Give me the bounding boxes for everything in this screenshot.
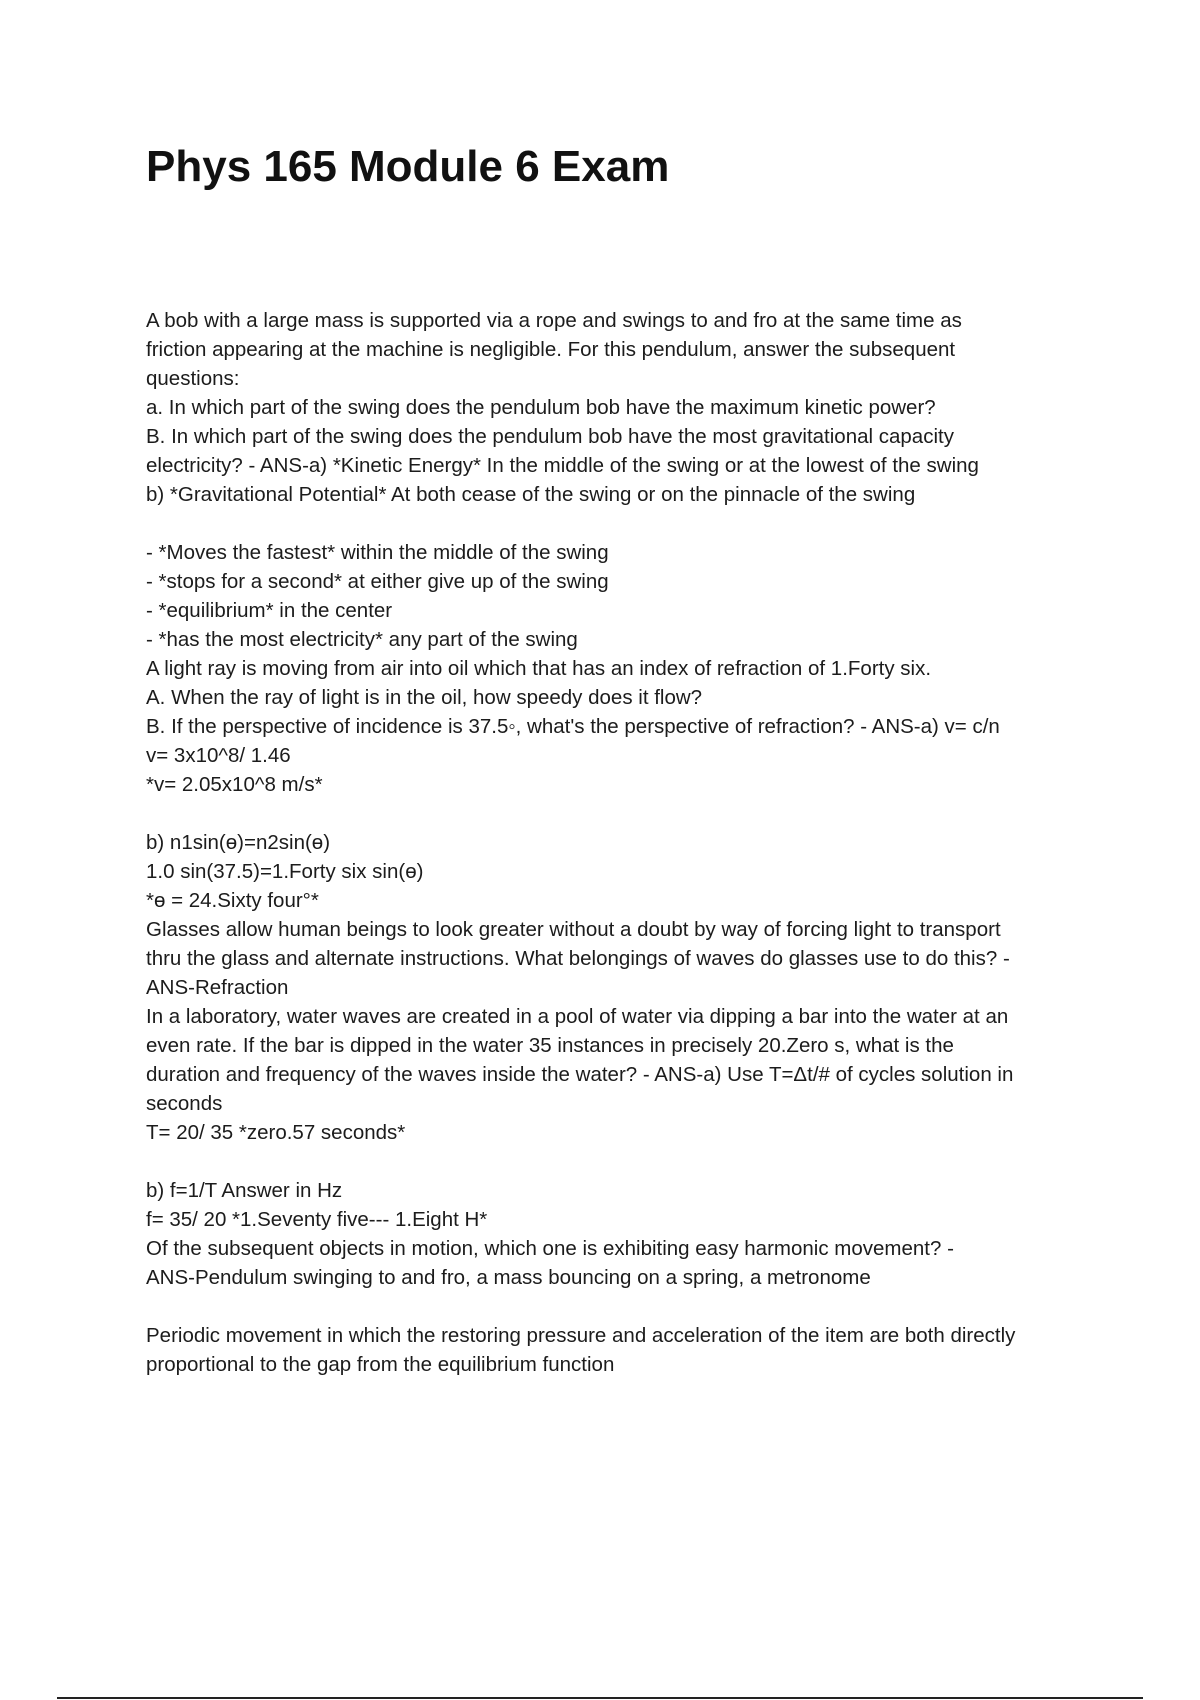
body-line: ANS-Refraction	[146, 976, 289, 999]
body-line: even rate. If the bar is dipped in the water 35 instances in precisely 20.Zero s, what is the	[146, 1034, 954, 1057]
body-line: A light ray is moving from air into oil which that has an index of refraction of 1.Forty six.	[146, 657, 932, 680]
paragraph-break	[146, 799, 1094, 828]
body-line: seconds	[146, 1092, 223, 1115]
body-line: In a laboratory, water waves are created in a pool of water via dipping a bar into the water at an	[146, 1005, 1009, 1028]
body-line: - *stops for a second* at either give up of the swing	[146, 570, 609, 593]
body-line: proportional to the gap from the equilibrium function	[146, 1353, 615, 1376]
body-line: - *equilibrium* in the center	[146, 599, 393, 622]
body-line: electricity? - ANS-a) *Kinetic Energy* In the middle of the swing or at the lowest of the swing	[146, 454, 979, 477]
body-line: b) *Gravitational Potential* At both cease of the swing or on the pinnacle of the swing	[146, 483, 916, 506]
paragraph-break	[146, 1292, 1094, 1321]
body-line: b) f=1/T Answer in Hz	[146, 1179, 343, 1202]
body-line: - *Moves the fastest* within the middle of the swing	[146, 541, 609, 564]
body-line: A. When the ray of light is in the oil, how speedy does it flow?	[146, 686, 703, 709]
footer-divider	[57, 1697, 1143, 1699]
body-line: B. If the perspective of incidence is 37.5◦, what's the perspective of refraction? - ANS-a) v= c/n	[146, 715, 1000, 738]
body-line: Glasses allow human beings to look greater without a doubt by way of forcing light to transport	[146, 918, 1001, 941]
body-line: thru the glass and alternate instructions. What belongings of waves do glasses use to do this? -	[146, 947, 1010, 970]
paragraph-break	[146, 509, 1094, 538]
body-line: *v= 2.05x10^8 m/s*	[146, 773, 323, 796]
body-line: 1.0 sin(37.5)=1.Forty six sin(ɵ)	[146, 860, 424, 883]
document-body	[146, 306, 1094, 1379]
body-line: T= 20/ 35 *zero.57 seconds*	[146, 1121, 406, 1144]
body-line: ANS-Pendulum swinging to and fro, a mass bouncing on a spring, a metronome	[146, 1266, 871, 1289]
body-line: B. In which part of the swing does the pendulum bob have the most gravitational capacity	[146, 425, 954, 448]
body-line: questions:	[146, 367, 240, 390]
body-line: Of the subsequent objects in motion, which one is exhibiting easy harmonic movement? -	[146, 1237, 954, 1260]
paragraph-break	[146, 1147, 1094, 1176]
page-title: Phys 165 Module 6 Exam	[146, 142, 670, 191]
body-line: b) n1sin(ɵ)=n2sin(ɵ)	[146, 831, 331, 854]
body-line: A bob with a large mass is supported via a rope and swings to and fro at the same time as	[146, 309, 962, 332]
body-line: *ɵ = 24.Sixty four°*	[146, 889, 319, 912]
body-line: friction appearing at the machine is negligible. For this pendulum, answer the subsequent	[146, 338, 956, 361]
body-line: - *has the most electricity* any part of the swing	[146, 628, 578, 651]
body-line: f= 35/ 20 *1.Seventy five--- 1.Eight H*	[146, 1208, 488, 1231]
body-line: v= 3x10^8/ 1.46	[146, 744, 291, 767]
body-line: Periodic movement in which the restoring pressure and acceleration of the item are both directly	[146, 1324, 1016, 1347]
body-line: duration and frequency of the waves inside the water? - ANS-a) Use T=Δt/# of cycles solution in	[146, 1063, 1014, 1086]
body-line: a. In which part of the swing does the pendulum bob have the maximum kinetic power?	[146, 396, 936, 419]
